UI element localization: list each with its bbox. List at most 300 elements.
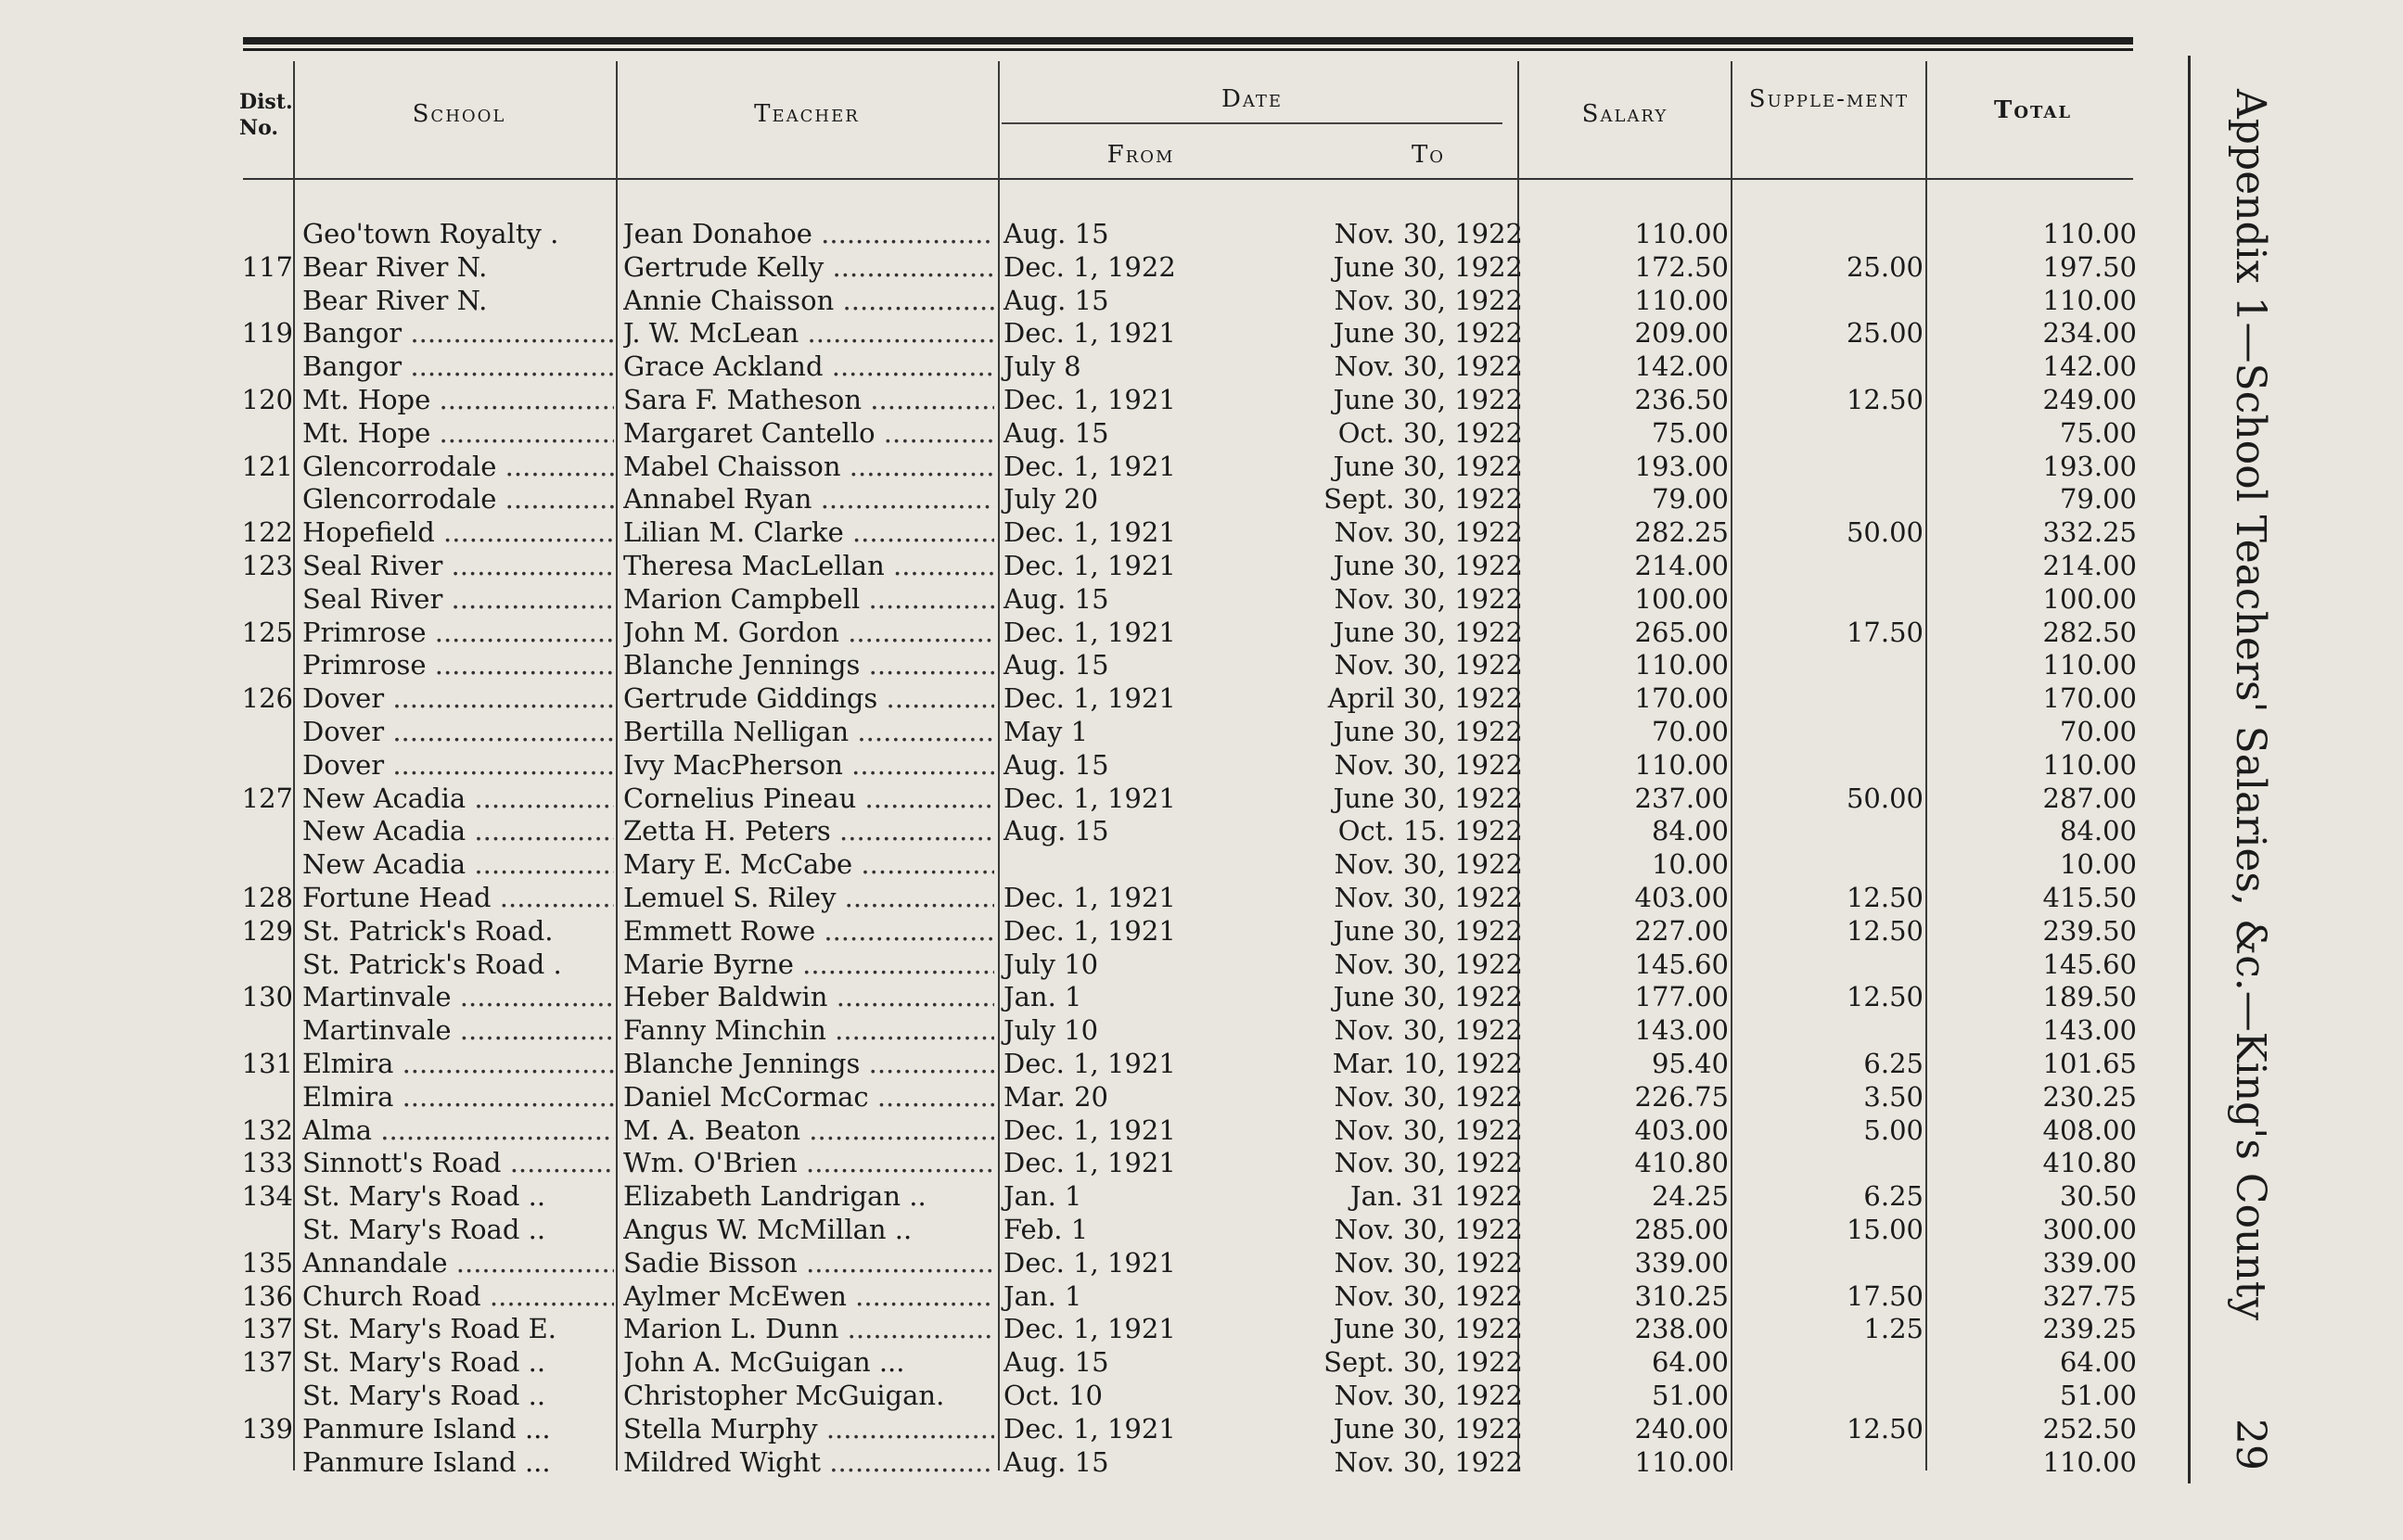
cell-school: Primrose .....: [302, 616, 614, 649]
cell-from: Dec. 1, 1921: [1003, 682, 1176, 715]
cell-school: Elmira .....: [302, 1047, 614, 1080]
cell-school: St. Patrick's Road.: [302, 914, 554, 947]
cell-to: June 30, 1922: [1333, 981, 1523, 1013]
table-row: [0, 1013, 2226, 1047]
cell-salary: 10.00: [1651, 848, 1729, 881]
cell-dist: 122: [241, 516, 293, 549]
table-row: [0, 515, 2226, 549]
table-row: [0, 1179, 2226, 1213]
cell-salary: 110.00: [1634, 1445, 1729, 1478]
header-bottom-rule: [243, 178, 2133, 180]
table-row: [0, 814, 2226, 847]
cell-salary: 214.00: [1634, 550, 1729, 581]
cell-school: Panmure Island ...: [302, 1445, 551, 1478]
cell-teacher: Emmett Rowe .....: [623, 914, 994, 948]
cell-to: Mar. 10, 1922: [1332, 1048, 1523, 1079]
cell-teacher: Jean Donahoe .....: [623, 217, 994, 250]
cell-salary: 145.60: [1634, 948, 1729, 980]
cell-from: Dec. 1, 1921: [1003, 1114, 1176, 1146]
cell-to: June 30, 1922: [1333, 1313, 1523, 1345]
cell-teacher: Lilian M. Clarke .....: [623, 515, 994, 549]
cell-school: Glencorrodale .....: [302, 482, 614, 515]
table-row: [0, 450, 2226, 483]
cell-school: Bear River N.: [302, 250, 488, 283]
cell-teacher: Stella Murphy .....: [623, 1412, 994, 1445]
cell-salary: 226.75: [1634, 1080, 1729, 1113]
table-row: [0, 1213, 2226, 1246]
cell-school: Hopefield .....: [302, 515, 614, 549]
header-total: Total: [1993, 96, 2073, 124]
cell-total: 110.00: [2042, 218, 2137, 249]
cell-salary: 285.00: [1634, 1214, 1729, 1245]
cell-dist: 130: [241, 981, 293, 1013]
cell-total: 282.50: [2042, 616, 2137, 648]
cell-to: Nov. 30, 1922: [1334, 1279, 1523, 1312]
cell-total: 75.00: [2059, 416, 2137, 449]
top-thin-rule: [243, 48, 2133, 51]
cell-to: Nov. 30, 1922: [1334, 1080, 1523, 1113]
cell-school: St. Mary's Road ..: [302, 1214, 546, 1245]
cell-to: Jan. 31 1922: [1350, 1180, 1523, 1213]
cell-supp: 6.25: [1863, 1180, 1924, 1213]
cell-to: June 30, 1922: [1333, 716, 1523, 747]
cell-salary: 95.40: [1651, 1048, 1729, 1079]
cell-from: Dec. 1, 1921: [1003, 384, 1176, 415]
cell-teacher: Wm. O'Brien .....: [623, 1146, 994, 1179]
cell-salary: 310.25: [1634, 1279, 1729, 1312]
cell-dist: 123: [241, 550, 293, 581]
cell-from: Dec. 1, 1921: [1003, 1246, 1176, 1279]
table-row: [0, 482, 2226, 515]
cell-teacher: John M. Gordon .....: [623, 616, 994, 649]
cell-total: 100.00: [2042, 582, 2137, 615]
table-row: [0, 1279, 2226, 1313]
cell-supp: 25.00: [1846, 250, 1924, 283]
cell-total: 300.00: [2042, 1214, 2137, 1245]
cell-school: New Acadia .....: [302, 814, 614, 847]
cell-salary: 236.50: [1634, 384, 1729, 415]
cell-teacher: Zetta H. Peters .....: [623, 814, 994, 847]
cell-dist: 117: [241, 250, 293, 283]
cell-teacher: Sara F. Matheson .....: [623, 383, 994, 416]
cell-total: 143.00: [2042, 1014, 2137, 1047]
cell-to: Sept. 30, 1922: [1323, 1346, 1523, 1379]
cell-salary: 100.00: [1634, 582, 1729, 615]
cell-school: Bangor .....: [302, 350, 614, 383]
cell-dist: 125: [241, 616, 293, 648]
cell-to: June 30, 1922: [1333, 1412, 1523, 1445]
cell-total: 193.00: [2042, 450, 2137, 482]
cell-dist: 119: [241, 317, 293, 350]
cell-to: Nov. 30, 1922: [1334, 1014, 1523, 1047]
cell-teacher: Blanche Jennings .....: [623, 1047, 994, 1080]
cell-to: Nov. 30, 1922: [1334, 582, 1523, 615]
cell-to: Nov. 30, 1922: [1334, 1380, 1523, 1411]
table-row: [0, 1080, 2226, 1114]
cell-to: June 30, 1922: [1333, 914, 1523, 947]
cell-school: Martinvale .....: [302, 980, 614, 1013]
cell-teacher: Gertrude Kelly .....: [623, 250, 994, 284]
cell-total: 415.50: [2042, 882, 2137, 913]
page-number: 29: [2227, 1419, 2274, 1470]
cell-total: 239.25: [2042, 1313, 2137, 1345]
cell-total: 110.00: [2042, 748, 2137, 781]
cell-from: Aug. 15: [1003, 284, 1109, 316]
cell-from: Dec. 1, 1921: [1003, 317, 1176, 350]
cell-total: 70.00: [2059, 716, 2137, 747]
cell-total: 10.00: [2059, 848, 2137, 881]
cell-school: Dover .....: [302, 748, 614, 782]
cell-total: 189.50: [2042, 981, 2137, 1013]
cell-total: 214.00: [2042, 550, 2137, 581]
cell-from: Dec. 1, 1921: [1003, 550, 1176, 581]
cell-dist: 131: [241, 1048, 293, 1079]
cell-teacher: Christopher McGuigan.: [623, 1380, 945, 1411]
cell-dist: 137: [241, 1313, 293, 1345]
cell-supp: 12.50: [1846, 914, 1924, 947]
cell-to: June 30, 1922: [1333, 250, 1523, 283]
cell-school: St. Patrick's Road .: [302, 948, 562, 980]
cell-salary: 403.00: [1634, 1114, 1729, 1146]
cell-total: 145.60: [2042, 948, 2137, 980]
cell-salary: 143.00: [1634, 1014, 1729, 1047]
cell-teacher: Mildred Wight .....: [623, 1445, 994, 1479]
cell-from: Dec. 1, 1921: [1003, 1147, 1176, 1179]
cell-supp: 50.00: [1846, 516, 1924, 549]
table-row: [0, 1246, 2226, 1279]
cell-supp: 6.25: [1863, 1048, 1924, 1079]
cell-supp: 15.00: [1846, 1214, 1924, 1245]
cell-from: July 8: [1003, 350, 1081, 383]
cell-teacher: J. W. McLean .....: [623, 316, 994, 350]
cell-from: Dec. 1, 1921: [1003, 1412, 1176, 1445]
cell-to: Nov. 30, 1922: [1334, 649, 1523, 681]
cell-from: Jan. 1: [1003, 1180, 1082, 1213]
cell-supp: 12.50: [1846, 882, 1924, 913]
cell-from: Aug. 15: [1003, 815, 1109, 847]
cell-from: Dec. 1, 1921: [1003, 782, 1176, 814]
cell-total: 30.50: [2059, 1180, 2137, 1213]
cell-total: 287.00: [2042, 782, 2137, 814]
cell-from: Oct. 10: [1003, 1380, 1104, 1411]
cell-from: May 1: [1003, 716, 1089, 747]
cell-from: Aug. 15: [1003, 1445, 1109, 1478]
table-row: [0, 250, 2226, 284]
cell-teacher: Fanny Minchin .....: [623, 1013, 994, 1047]
cell-salary: 410.80: [1634, 1147, 1729, 1179]
cell-dist: 127: [241, 782, 293, 814]
cell-supp: 5.00: [1863, 1114, 1924, 1146]
cell-teacher: Annie Chaisson .....: [623, 284, 994, 317]
cell-total: 339.00: [2042, 1246, 2137, 1279]
cell-from: Feb. 1: [1003, 1214, 1089, 1245]
cell-from: Aug. 15: [1003, 748, 1109, 781]
cell-to: Nov. 30, 1922: [1334, 1214, 1523, 1245]
cell-teacher: Annabel Ryan .....: [623, 482, 994, 515]
cell-to: Sept. 30, 1922: [1323, 483, 1523, 515]
cell-supp: 12.50: [1846, 1412, 1924, 1445]
cell-teacher: Bertilla Nelligan .....: [623, 715, 994, 748]
cell-salary: 193.00: [1634, 450, 1729, 482]
cell-to: June 30, 1922: [1333, 550, 1523, 581]
cell-to: Nov. 30, 1922: [1334, 516, 1523, 549]
cell-salary: 70.00: [1651, 716, 1729, 747]
table-row: [0, 1345, 2226, 1379]
table-row: [0, 1412, 2226, 1445]
cell-school: Alma .....: [302, 1114, 614, 1147]
table-row: [0, 782, 2226, 815]
table-row: [0, 948, 2226, 981]
cell-supp: 12.50: [1846, 981, 1924, 1013]
cell-salary: 110.00: [1634, 649, 1729, 681]
table-row: [0, 316, 2226, 350]
cell-dist: 121: [241, 450, 293, 482]
table-row: [0, 284, 2226, 317]
cell-to: June 30, 1922: [1333, 782, 1523, 814]
cell-to: June 30, 1922: [1333, 317, 1523, 350]
cell-teacher: Elizabeth Landrigan ..: [623, 1180, 927, 1213]
cell-total: 230.25: [2042, 1080, 2137, 1113]
cell-to: Nov. 30, 1922: [1334, 218, 1523, 249]
table-row: [0, 648, 2226, 681]
table-row: [0, 1114, 2226, 1147]
cell-teacher: Sadie Bisson .....: [623, 1246, 994, 1279]
cell-dist: 126: [241, 682, 293, 715]
cell-supp: 25.00: [1846, 317, 1924, 350]
cell-total: 170.00: [2042, 682, 2137, 715]
header-school: School: [412, 100, 506, 128]
cell-teacher: Aylmer McEwen .....: [623, 1279, 994, 1313]
cell-school: Church Road .....: [302, 1279, 614, 1313]
cell-supp: 17.50: [1846, 616, 1924, 648]
cell-salary: 110.00: [1634, 748, 1729, 781]
cell-total: 252.50: [2042, 1412, 2137, 1445]
table-row: [0, 1379, 2226, 1412]
cell-from: Aug. 15: [1003, 1346, 1109, 1379]
cell-school: Martinvale .....: [302, 1013, 614, 1047]
cell-dist: 120: [241, 384, 293, 415]
running-title: Appendix 1—School Teachers' Salaries, &c.—King's County: [2227, 89, 2274, 1321]
table-row: [0, 748, 2226, 782]
cell-salary: 237.00: [1634, 782, 1729, 814]
cell-salary: 110.00: [1634, 284, 1729, 316]
cell-salary: 51.00: [1651, 1380, 1729, 1411]
cell-total: 408.00: [2042, 1114, 2137, 1146]
cell-school: Seal River .....: [302, 582, 614, 616]
cell-supp: 1.25: [1863, 1313, 1924, 1345]
cell-school: Elmira .....: [302, 1080, 614, 1114]
cell-teacher: Marion Campbell .....: [623, 582, 994, 616]
cell-total: 332.25: [2042, 516, 2137, 549]
cell-from: Aug. 15: [1003, 649, 1109, 681]
cell-to: Oct. 30, 1922: [1337, 416, 1523, 449]
cell-from: Dec. 1, 1921: [1003, 1048, 1176, 1079]
cell-salary: 170.00: [1634, 682, 1729, 715]
cell-from: Jan. 1: [1003, 981, 1082, 1013]
cell-school: St. Mary's Road ..: [302, 1380, 546, 1411]
cell-salary: 265.00: [1634, 616, 1729, 648]
table-row: [0, 549, 2226, 582]
cell-dist: 134: [241, 1180, 293, 1213]
cell-teacher: Lemuel S. Riley .....: [623, 881, 994, 914]
cell-school: Bear River N.: [302, 284, 488, 316]
cell-supp: 17.50: [1846, 1279, 1924, 1312]
cell-salary: 177.00: [1634, 981, 1729, 1013]
cell-dist: 136: [241, 1279, 293, 1312]
cell-salary: 75.00: [1651, 416, 1729, 449]
cell-from: Mar. 20: [1003, 1080, 1108, 1113]
cell-salary: 240.00: [1634, 1412, 1729, 1445]
date-header-rule: [1002, 122, 1502, 124]
cell-salary: 142.00: [1634, 350, 1729, 383]
cell-total: 64.00: [2059, 1346, 2137, 1379]
cell-teacher: Mary E. McCabe .....: [623, 847, 994, 881]
cell-from: Dec. 1, 1921: [1003, 616, 1176, 648]
cell-to: Oct. 15. 1922: [1337, 815, 1523, 847]
table-row: [0, 350, 2226, 383]
cell-school: Geo'town Royalty .: [302, 218, 559, 249]
cell-salary: 403.00: [1634, 882, 1729, 913]
cell-to: April 30, 1922: [1327, 682, 1523, 715]
cell-teacher: Marie Byrne .....: [623, 948, 994, 981]
cell-salary: 172.50: [1634, 250, 1729, 283]
cell-school: New Acadia .....: [302, 782, 614, 815]
cell-to: Nov. 30, 1922: [1334, 748, 1523, 781]
cell-salary: 79.00: [1651, 483, 1729, 515]
cell-teacher: Grace Ackland .....: [623, 350, 994, 383]
cell-teacher: Ivy MacPherson .....: [623, 748, 994, 782]
cell-school: St. Mary's Road ..: [302, 1346, 546, 1379]
cell-to: June 30, 1922: [1333, 616, 1523, 648]
cell-school: Bangor .....: [302, 316, 614, 350]
cell-dist: 135: [241, 1246, 293, 1279]
cell-to: Nov. 30, 1922: [1334, 948, 1523, 980]
table-row: [0, 383, 2226, 416]
cell-teacher: M. A. Beaton .....: [623, 1114, 994, 1147]
cell-salary: 282.25: [1634, 516, 1729, 549]
cell-from: Jan. 1: [1003, 1279, 1082, 1312]
cell-total: 51.00: [2059, 1380, 2137, 1411]
table-row: [0, 847, 2226, 881]
cell-from: Aug. 15: [1003, 582, 1109, 615]
table-row: [0, 914, 2226, 948]
cell-total: 142.00: [2042, 350, 2137, 383]
cell-teacher: Daniel McCormac .....: [623, 1080, 994, 1114]
header-from: From: [1106, 141, 1175, 169]
cell-school: Dover .....: [302, 715, 614, 748]
cell-from: Dec. 1, 1921: [1003, 1313, 1176, 1345]
cell-to: Nov. 30, 1922: [1334, 1147, 1523, 1179]
cell-dist: 133: [241, 1147, 293, 1179]
cell-school: Dover .....: [302, 681, 614, 715]
table-row: [0, 1312, 2226, 1345]
table-row: [0, 980, 2226, 1013]
cell-teacher: Cornelius Pineau .....: [623, 782, 994, 815]
cell-dist: 137: [241, 1346, 293, 1379]
cell-school: Panmure Island ...: [302, 1412, 551, 1445]
cell-salary: 110.00: [1634, 218, 1729, 249]
cell-school: Mt. Hope .....: [302, 416, 614, 450]
table-row: [0, 1445, 2226, 1479]
cell-school: St. Mary's Road E.: [302, 1313, 557, 1345]
cell-supp: 3.50: [1863, 1080, 1924, 1113]
table-row: [0, 881, 2226, 914]
cell-salary: 24.25: [1651, 1180, 1729, 1213]
table-row: [0, 681, 2226, 715]
table-row: [0, 1146, 2226, 1179]
cell-to: Nov. 30, 1922: [1334, 848, 1523, 881]
cell-teacher: Marion L. Dunn .....: [623, 1312, 994, 1345]
cell-total: 84.00: [2059, 815, 2137, 847]
cell-from: July 10: [1003, 948, 1099, 980]
table-row: [0, 217, 2226, 250]
cell-salary: 238.00: [1634, 1313, 1729, 1345]
cell-from: July 20: [1003, 483, 1099, 515]
cell-from: July 10: [1003, 1014, 1099, 1047]
cell-teacher: Mabel Chaisson .....: [623, 450, 994, 483]
cell-teacher: John A. McGuigan ...: [623, 1346, 905, 1379]
cell-school: St. Mary's Road ..: [302, 1180, 546, 1213]
cell-from: Dec. 1, 1922: [1003, 250, 1176, 283]
header-teacher: Teacher: [754, 100, 860, 128]
cell-from: Dec. 1, 1921: [1003, 882, 1176, 913]
cell-to: Nov. 30, 1922: [1334, 1246, 1523, 1279]
table-row: [0, 1047, 2226, 1080]
table-row: [0, 582, 2226, 616]
cell-from: Dec. 1, 1921: [1003, 450, 1176, 482]
table-row: [0, 416, 2226, 450]
cell-teacher: Heber Baldwin .....: [623, 980, 994, 1013]
cell-total: 110.00: [2042, 1445, 2137, 1478]
header-supplement: Supple-ment: [1748, 85, 1910, 113]
cell-school: Sinnott's Road .....: [302, 1146, 614, 1179]
cell-dist: 128: [241, 882, 293, 913]
cell-to: Nov. 30, 1922: [1334, 1445, 1523, 1478]
cell-teacher: Blanche Jennings .....: [623, 648, 994, 681]
cell-school: Mt. Hope .....: [302, 383, 614, 416]
cell-total: 239.50: [2042, 914, 2137, 947]
cell-to: June 30, 1922: [1333, 450, 1523, 482]
cell-dist: 132: [241, 1114, 293, 1146]
header-dist-no: Dist. No.: [239, 90, 293, 140]
header-date: Date: [1221, 85, 1283, 113]
cell-total: 197.50: [2042, 250, 2137, 283]
cell-from: Dec. 1, 1921: [1003, 914, 1176, 947]
cell-from: Dec. 1, 1921: [1003, 516, 1176, 549]
cell-total: 249.00: [2042, 384, 2137, 415]
cell-salary: 227.00: [1634, 914, 1729, 947]
cell-teacher: Gertrude Giddings .....: [623, 681, 994, 715]
cell-school: Annandale .....: [302, 1246, 614, 1279]
cell-total: 110.00: [2042, 649, 2137, 681]
header-salary: Salary: [1581, 100, 1668, 128]
table-row: [0, 616, 2226, 649]
cell-to: Nov. 30, 1922: [1334, 882, 1523, 913]
cell-to: Nov. 30, 1922: [1334, 284, 1523, 316]
cell-to: Nov. 30, 1922: [1334, 1114, 1523, 1146]
cell-teacher: Angus W. McMillan ..: [623, 1214, 913, 1245]
cell-to: June 30, 1922: [1333, 384, 1523, 415]
cell-dist: 129: [241, 914, 293, 947]
cell-total: 234.00: [2042, 317, 2137, 350]
cell-salary: 84.00: [1651, 815, 1729, 847]
cell-school: Glencorrodale .....: [302, 450, 614, 483]
table-row: [0, 715, 2226, 748]
side-rule: [2188, 56, 2191, 1483]
cell-salary: 339.00: [1634, 1246, 1729, 1279]
cell-salary: 64.00: [1651, 1346, 1729, 1379]
cell-teacher: Margaret Cantello .....: [623, 416, 994, 450]
